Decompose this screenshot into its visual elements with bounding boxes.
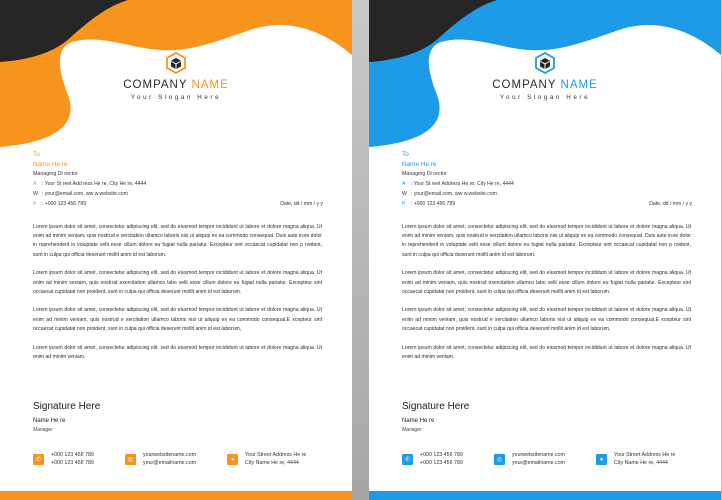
- body-paragraph: Lorem ipsum dolor sit amet, consectetur adipiscing elit, sed do eiusmod tempor incididunt ut labore et dolore magna aliqua. Ut enim ad minim veniam, quis nostrud exercitation ullamco labo velit esse cillum dolore eu fugiat nulla pariatur. Excepteur sint occaecat cupidatat non proident, sunt in culpa qui officia deserunt mollit anim id est laborum.: [33, 270, 322, 295]
- recipient-name: Name He re: [33, 161, 68, 168]
- recipient-role: Managing Di rector: [402, 171, 447, 177]
- letterhead-blue: [369, 0, 721, 500]
- footer-address-1: Your Street Address He re: [245, 452, 307, 458]
- page-gutter: [352, 0, 369, 500]
- signature-role: Manager: [33, 427, 53, 433]
- web-key: W: [402, 191, 407, 197]
- footer-phone-2: +000 123 456 789: [51, 459, 94, 466]
- body-paragraph: Lorem ipsum dolor sit amet, consectetur adipiscing elit, sed do eiusmod tempor incididunt ut labore et dolore magna aliqua. Ut enim ad minim veniam, quis nostrud exercitation ullamco labo velit esse cillum dolore eu fugiat nulla pariatur. Excepteur sint occaecat cupidatat non proident, sunt in culpa qui officia deserunt mollit anim id est laborum.: [402, 270, 691, 295]
- bottom-accent-bar: [369, 491, 721, 500]
- web-key: W: [33, 191, 38, 197]
- footer-address: [596, 452, 675, 467]
- company-logo: [369, 52, 721, 101]
- address-key: A: [33, 181, 37, 187]
- letter-body: [33, 223, 322, 371]
- bottom-accent-bar: [0, 491, 352, 500]
- web-row: [402, 191, 692, 197]
- footer-address: [227, 452, 306, 467]
- footer-address-2: City Name He re, 4444: [245, 459, 299, 466]
- body-paragraph: Lorem ipsum dolor sit amet, consectetur adipiscing elit, sed do eiusmod tempor incididunt ut labore et dolore magna aliqua. Ut enim ad minim veniam, quis nostrud e xercitation ullamco laboris nisi ut aliquip ex ea commodo consequat. Duis aute irure dolor in reprehenderit in voluptate velit esse cillum dolore eu fugiat nulla pariatur. Excepteur sint occaecat cupidatat non p roident, sunt in culpa qui officia deserunt mollit anim id est laborum.: [402, 224, 691, 258]
- phone-key: P: [402, 201, 406, 207]
- signature-name: Name He re: [33, 418, 66, 424]
- signature-title: Signature Here: [402, 401, 470, 412]
- recipient-role: Managing Di rector: [33, 171, 78, 177]
- globe-icon: ◎: [494, 454, 505, 465]
- footer-website: yourwebsitename.com: [512, 452, 565, 458]
- footer-phone-1: +000 123 456 789: [420, 452, 463, 458]
- location-pin-icon: ●: [227, 454, 238, 465]
- company-name: [369, 79, 721, 91]
- footer-address-2: City Name He re, 4444: [614, 459, 668, 466]
- address-row: [33, 181, 323, 187]
- company-slogan: Your Slogan Here: [130, 94, 222, 101]
- footer-phone: [33, 452, 125, 467]
- footer-contacts: [402, 452, 694, 467]
- to-label: To: [33, 151, 40, 158]
- web-row: [33, 191, 323, 197]
- date-field: Date, dd / mm / y y: [649, 201, 692, 207]
- company-logo: [0, 52, 352, 101]
- address-key: A: [402, 181, 406, 187]
- company-word-2: NAME: [560, 79, 598, 91]
- footer-email: your@emailname.com: [512, 459, 566, 466]
- location-pin-icon: ●: [596, 454, 607, 465]
- footer-web: [125, 452, 227, 467]
- body-paragraph: Lorem ipsum dolor sit amet, consectetur adipiscing elit, sed do eiusmod tempor incididunt ut labore et dolore magna aliqua. Ut enim ad minim veniam, quis nostrud e xercitation ullamco laboris nisi ut aliquip ex ea commodo consequat.E xcepteur sint occaecat cupidatat non proident, sunt in culpa qui officia deserunt mollit anim id est laborum,: [33, 307, 322, 332]
- company-name: [0, 79, 352, 91]
- phone-icon: ✆: [402, 454, 413, 465]
- company-slogan: Your Slogan Here: [499, 94, 591, 101]
- body-paragraph: Lorem ipsum dolor sit amet, consectetur adipiscing elit, sed do eiusmod tempor incididunt ut labore et dolore magna aliqua. Ut enim ad minim veniam, quis nostrud e xercitation ullamco laboris nisi ut aliquip ex ea commodo consequat. Duis aute irure dolor in reprehenderit in voluptate velit esse cillum dolore eu fugiat nulla pariatur. Excepteur sint occaecat cupidatat non p roident, sunt in culpa qui officia deserunt mollit anim id est laborum.: [33, 224, 322, 258]
- recipient-block: [402, 151, 692, 207]
- address-value: : Your St reet Address He re, City He re, 4444: [411, 181, 514, 187]
- body-paragraph: Lorem ipsum dolor sit amet, consectetur adipiscing elit, sed do eiusmod tempor incididunt ut labore et dolore magna aliqua. Ut enim ad minim veniam.: [402, 344, 691, 360]
- signature-block: [33, 401, 100, 433]
- signature-name: Name He re: [402, 418, 435, 424]
- web-value: : your@email.com. ww w.website.com: [411, 191, 497, 197]
- company-word-2: NAME: [191, 79, 229, 91]
- body-paragraph: Lorem ipsum dolor sit amet, consectetur adipiscing elit, sed do eiusmod tempor incididunt ut labore et dolore magna aliqua. Ut enim ad minim veniam.: [33, 344, 322, 360]
- phone-value: : +000 123 456 789: [411, 201, 456, 207]
- recipient-name: Name He re: [402, 161, 437, 168]
- cube-logo-icon: [166, 52, 186, 74]
- company-word-1: COMPANY: [123, 79, 188, 91]
- letterhead-orange: [0, 0, 352, 500]
- globe-icon: ◎: [125, 454, 136, 465]
- footer-phone-2: +000 123 456 789: [420, 459, 463, 466]
- signature-role: Manager: [402, 427, 422, 433]
- company-word-1: COMPANY: [492, 79, 557, 91]
- recipient-block: [33, 151, 323, 207]
- phone-row: [402, 201, 692, 207]
- phone-row: [33, 201, 323, 207]
- footer-web: [494, 452, 596, 467]
- footer-contacts: [33, 452, 325, 467]
- phone-value: : +000 123 456 789: [42, 201, 87, 207]
- cube-logo-icon: [535, 52, 555, 74]
- web-value: : your@email.com. ww w.website.com: [42, 191, 128, 197]
- footer-email: your@emailname.com: [143, 459, 197, 466]
- signature-title: Signature Here: [33, 401, 101, 412]
- to-label: To: [402, 151, 409, 158]
- address-value: : Your St reet Add ress He re, City He re, 4444: [42, 181, 147, 187]
- footer-phone-1: +000 123 456 789: [51, 452, 94, 458]
- signature-block: [402, 401, 469, 433]
- address-row: [402, 181, 692, 187]
- footer-phone: [402, 452, 494, 467]
- footer-address-1: Your Street Address He re: [614, 452, 676, 458]
- phone-key: P: [33, 201, 37, 207]
- phone-icon: ✆: [33, 454, 44, 465]
- footer-website: yourwebsitename.com: [143, 452, 196, 458]
- date-field: Date, dd / mm / y y: [280, 201, 323, 207]
- letter-body: [402, 223, 691, 371]
- body-paragraph: Lorem ipsum dolor sit amet, consectetur adipiscing elit, sed do eiusmod tempor incididunt ut labore et dolore magna aliqua. Ut enim ad minim veniam, quis nostrud e xercitation ullamco laboris nisi ut aliquip ex ea commodo consequat.E xcepteur sint occaecat cupidatat non proident, sunt in culpa qui officia deserunt mollit anim id est laborum,: [402, 307, 691, 332]
